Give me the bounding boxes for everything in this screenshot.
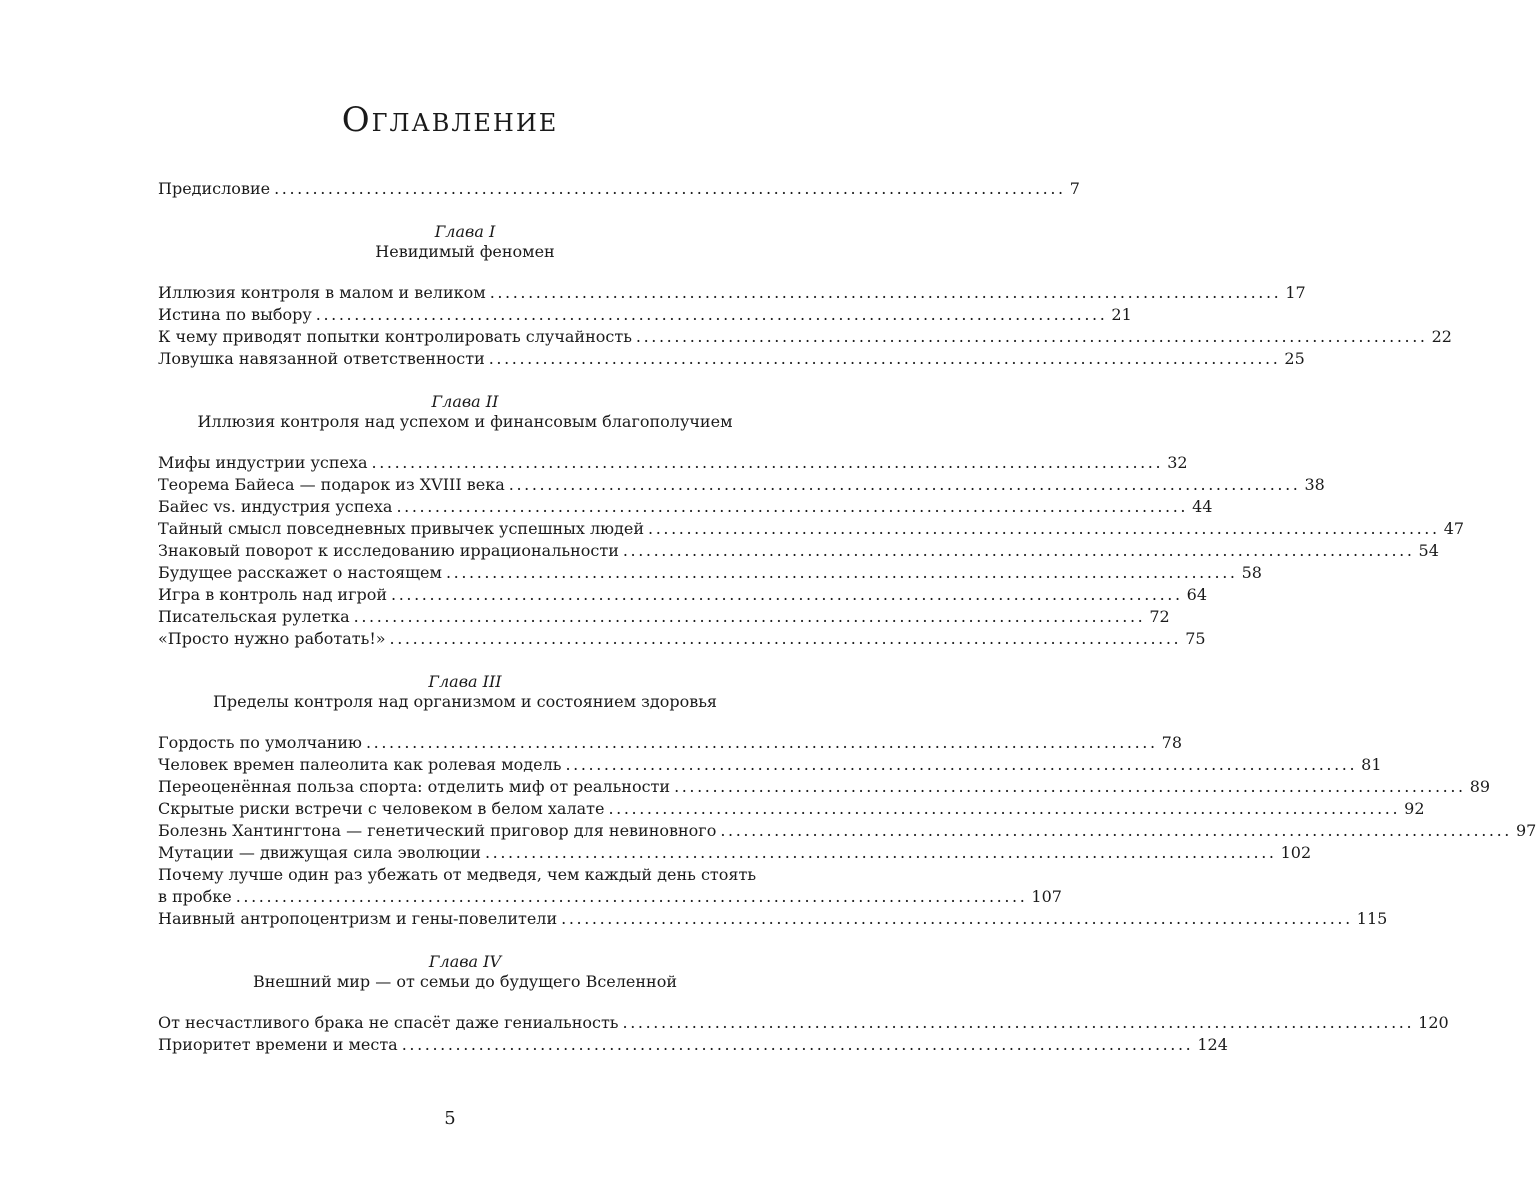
entry-label: Болезнь Хантингтона — генетический приговор для невиновного	[158, 821, 717, 840]
toc-entry[interactable]	[158, 540, 1439, 562]
entry-label: Будущее расскажет о настоящем	[158, 563, 442, 582]
entry-page: 124	[1197, 1035, 1228, 1054]
toc-entry[interactable]	[158, 348, 1305, 370]
leader-dots: .......................................................................................................	[489, 283, 1282, 302]
toc-entry[interactable]	[158, 820, 1536, 842]
chapter-heading	[158, 952, 772, 992]
entry-label: Гордость по умолчанию	[158, 733, 362, 752]
leader-dots: .......................................................................................................	[389, 629, 1182, 648]
entry-page: 64	[1186, 585, 1208, 604]
entry-label: Переоценённая польза спорта: отделить миф от реальности	[158, 777, 671, 796]
page-title: Оглавление	[341, 100, 559, 140]
chapter-heading	[158, 392, 772, 432]
entry-label: Ловушка навязанной ответственности	[158, 349, 485, 368]
toc-entry[interactable]	[158, 1012, 1449, 1034]
entry-label: Истина по выбору	[158, 305, 312, 324]
leader-dots: .......................................................................................................	[371, 453, 1164, 472]
toc-entry[interactable]	[158, 798, 1425, 820]
entry-label: Байес vs. индустрия успеха	[158, 497, 393, 516]
entry-page: 7	[1069, 179, 1080, 198]
chapter-number: Глава III	[428, 672, 502, 691]
chapter-number: Глава I	[434, 222, 496, 241]
toc-entry[interactable]	[158, 842, 1312, 864]
toc-entry-preface[interactable]	[158, 178, 1080, 200]
entry-page: 107	[1031, 887, 1062, 906]
entry-page: 47	[1443, 519, 1465, 538]
entry-label: «Просто нужно работать!»	[158, 629, 386, 648]
entry-label: Иллюзия контроля в малом и великом	[158, 283, 486, 302]
toc-entry[interactable]	[158, 304, 1132, 326]
entry-page: 21	[1111, 305, 1132, 324]
leader-dots: .......................................................................................................	[622, 1013, 1415, 1032]
toc-entry[interactable]	[158, 282, 1306, 304]
entry-label: Человек времен палеолита как ролевая модель	[158, 755, 562, 774]
toc-entry[interactable]	[158, 628, 1206, 650]
chapter-title: Невидимый феномен	[375, 242, 555, 261]
entry-label: От несчастливого брака не спасёт даже гениальность	[158, 1013, 619, 1032]
entry-page: 25	[1284, 349, 1305, 368]
leader-dots: .......................................................................................................	[622, 541, 1415, 560]
chapter-number: Глава II	[431, 392, 499, 411]
leader-dots: .......................................................................................................	[561, 909, 1353, 928]
leader-dots: .......................................................................................................	[635, 327, 1428, 346]
entry-page: 78	[1161, 733, 1182, 752]
toc-entry[interactable]	[158, 732, 1182, 754]
entry-label: Приоритет времени и места	[158, 1035, 398, 1054]
chapter-heading	[158, 672, 772, 712]
toc-entry[interactable]	[158, 754, 1382, 776]
entry-label: Скрытые риски встречи с человеком в белом халате	[158, 799, 605, 818]
toc-entry[interactable]	[158, 562, 1262, 584]
toc-entry[interactable]	[158, 1034, 1228, 1056]
toc-entry[interactable]	[158, 474, 1325, 496]
entry-page: 32	[1167, 453, 1188, 472]
toc-entry[interactable]	[158, 776, 1491, 798]
entry-label: Предисловие	[158, 179, 271, 198]
entry-page: 17	[1285, 283, 1306, 302]
entry-label: К чему приводят попытки контролировать случайность	[158, 327, 632, 346]
leader-dots: .......................................................................................................	[565, 755, 1358, 774]
entry-label: Знаковый поворот к исследованию иррациональности	[158, 541, 619, 560]
entry-label-line[interactable]: Почему лучше один раз убежать от медведя, чем каждый день стоять	[158, 865, 757, 884]
chapter-title: Иллюзия контроля над успехом и финансовым благополучием	[197, 412, 733, 431]
toc-entry[interactable]	[158, 886, 1062, 908]
toc-entry[interactable]	[158, 452, 1188, 474]
leader-dots: .......................................................................................................	[488, 349, 1281, 368]
toc-entry[interactable]	[158, 584, 1208, 606]
entry-label: Игра в контроль над игрой	[158, 585, 388, 604]
entry-label: Мутации — движущая сила эволюции	[158, 843, 481, 862]
toc-entry[interactable]	[158, 326, 1452, 348]
entry-label: Мифы индустрии успеха	[158, 453, 368, 472]
entry-page: 115	[1356, 909, 1388, 928]
entry-label: Наивный антропоцентризм и гены-повелители	[158, 909, 558, 928]
leader-dots: .......................................................................................................	[608, 799, 1401, 818]
leader-dots: .......................................................................................................	[445, 563, 1238, 582]
entry-page: 22	[1431, 327, 1452, 346]
leader-dots: .......................................................................................................	[396, 497, 1189, 516]
entry-page: 81	[1361, 755, 1382, 774]
leader-dots: .......................................................................................................	[720, 821, 1512, 840]
entry-label: в пробке	[158, 887, 232, 906]
leader-dots: .......................................................................................................	[401, 1035, 1194, 1054]
entry-label: Теорема Байеса — подарок из XVIII века	[158, 475, 505, 494]
entry-page: 72	[1149, 607, 1170, 626]
entry-page: 58	[1241, 563, 1262, 582]
entry-page: 97	[1515, 821, 1536, 840]
leader-dots: .......................................................................................................	[315, 305, 1108, 324]
leader-dots: .......................................................................................................	[391, 585, 1183, 604]
leader-dots: .......................................................................................................	[674, 777, 1466, 796]
chapter-number: Глава IV	[428, 952, 502, 971]
leader-dots: .......................................................................................................	[365, 733, 1158, 752]
entry-page: 38	[1304, 475, 1325, 494]
toc-entry[interactable]	[158, 518, 1465, 540]
entry-page: 102	[1280, 843, 1312, 862]
entry-page: 44	[1192, 497, 1213, 516]
toc-entry[interactable]	[158, 606, 1170, 628]
leader-dots: .......................................................................................................	[353, 607, 1146, 626]
entry-page: 54	[1418, 541, 1439, 560]
entry-page: 89	[1469, 777, 1491, 796]
leader-dots: .......................................................................................................	[648, 519, 1440, 538]
entry-page: 92	[1404, 799, 1425, 818]
leader-dots: .......................................................................................................	[508, 475, 1301, 494]
page-number: 5	[444, 1108, 456, 1129]
toc-entry[interactable]	[158, 496, 1213, 518]
chapter-heading	[158, 222, 772, 262]
leader-dots: .......................................................................................................	[235, 887, 1028, 906]
entry-label: Тайный смысл повседневных привычек успешных людей	[158, 519, 645, 538]
leader-dots: .......................................................................................................	[484, 843, 1277, 862]
leader-dots: .......................................................................................................	[274, 179, 1066, 198]
chapter-title: Внешний мир — от семьи до будущего Вселенной	[252, 972, 678, 991]
table-of-contents	[158, 178, 1536, 1056]
entry-page: 75	[1185, 629, 1206, 648]
toc-entry[interactable]	[158, 908, 1388, 930]
chapter-title: Пределы контроля над организмом и состоянием здоровья	[212, 692, 718, 711]
entry-label: Писательская рулетка	[158, 607, 350, 626]
entry-page: 120	[1418, 1013, 1449, 1032]
